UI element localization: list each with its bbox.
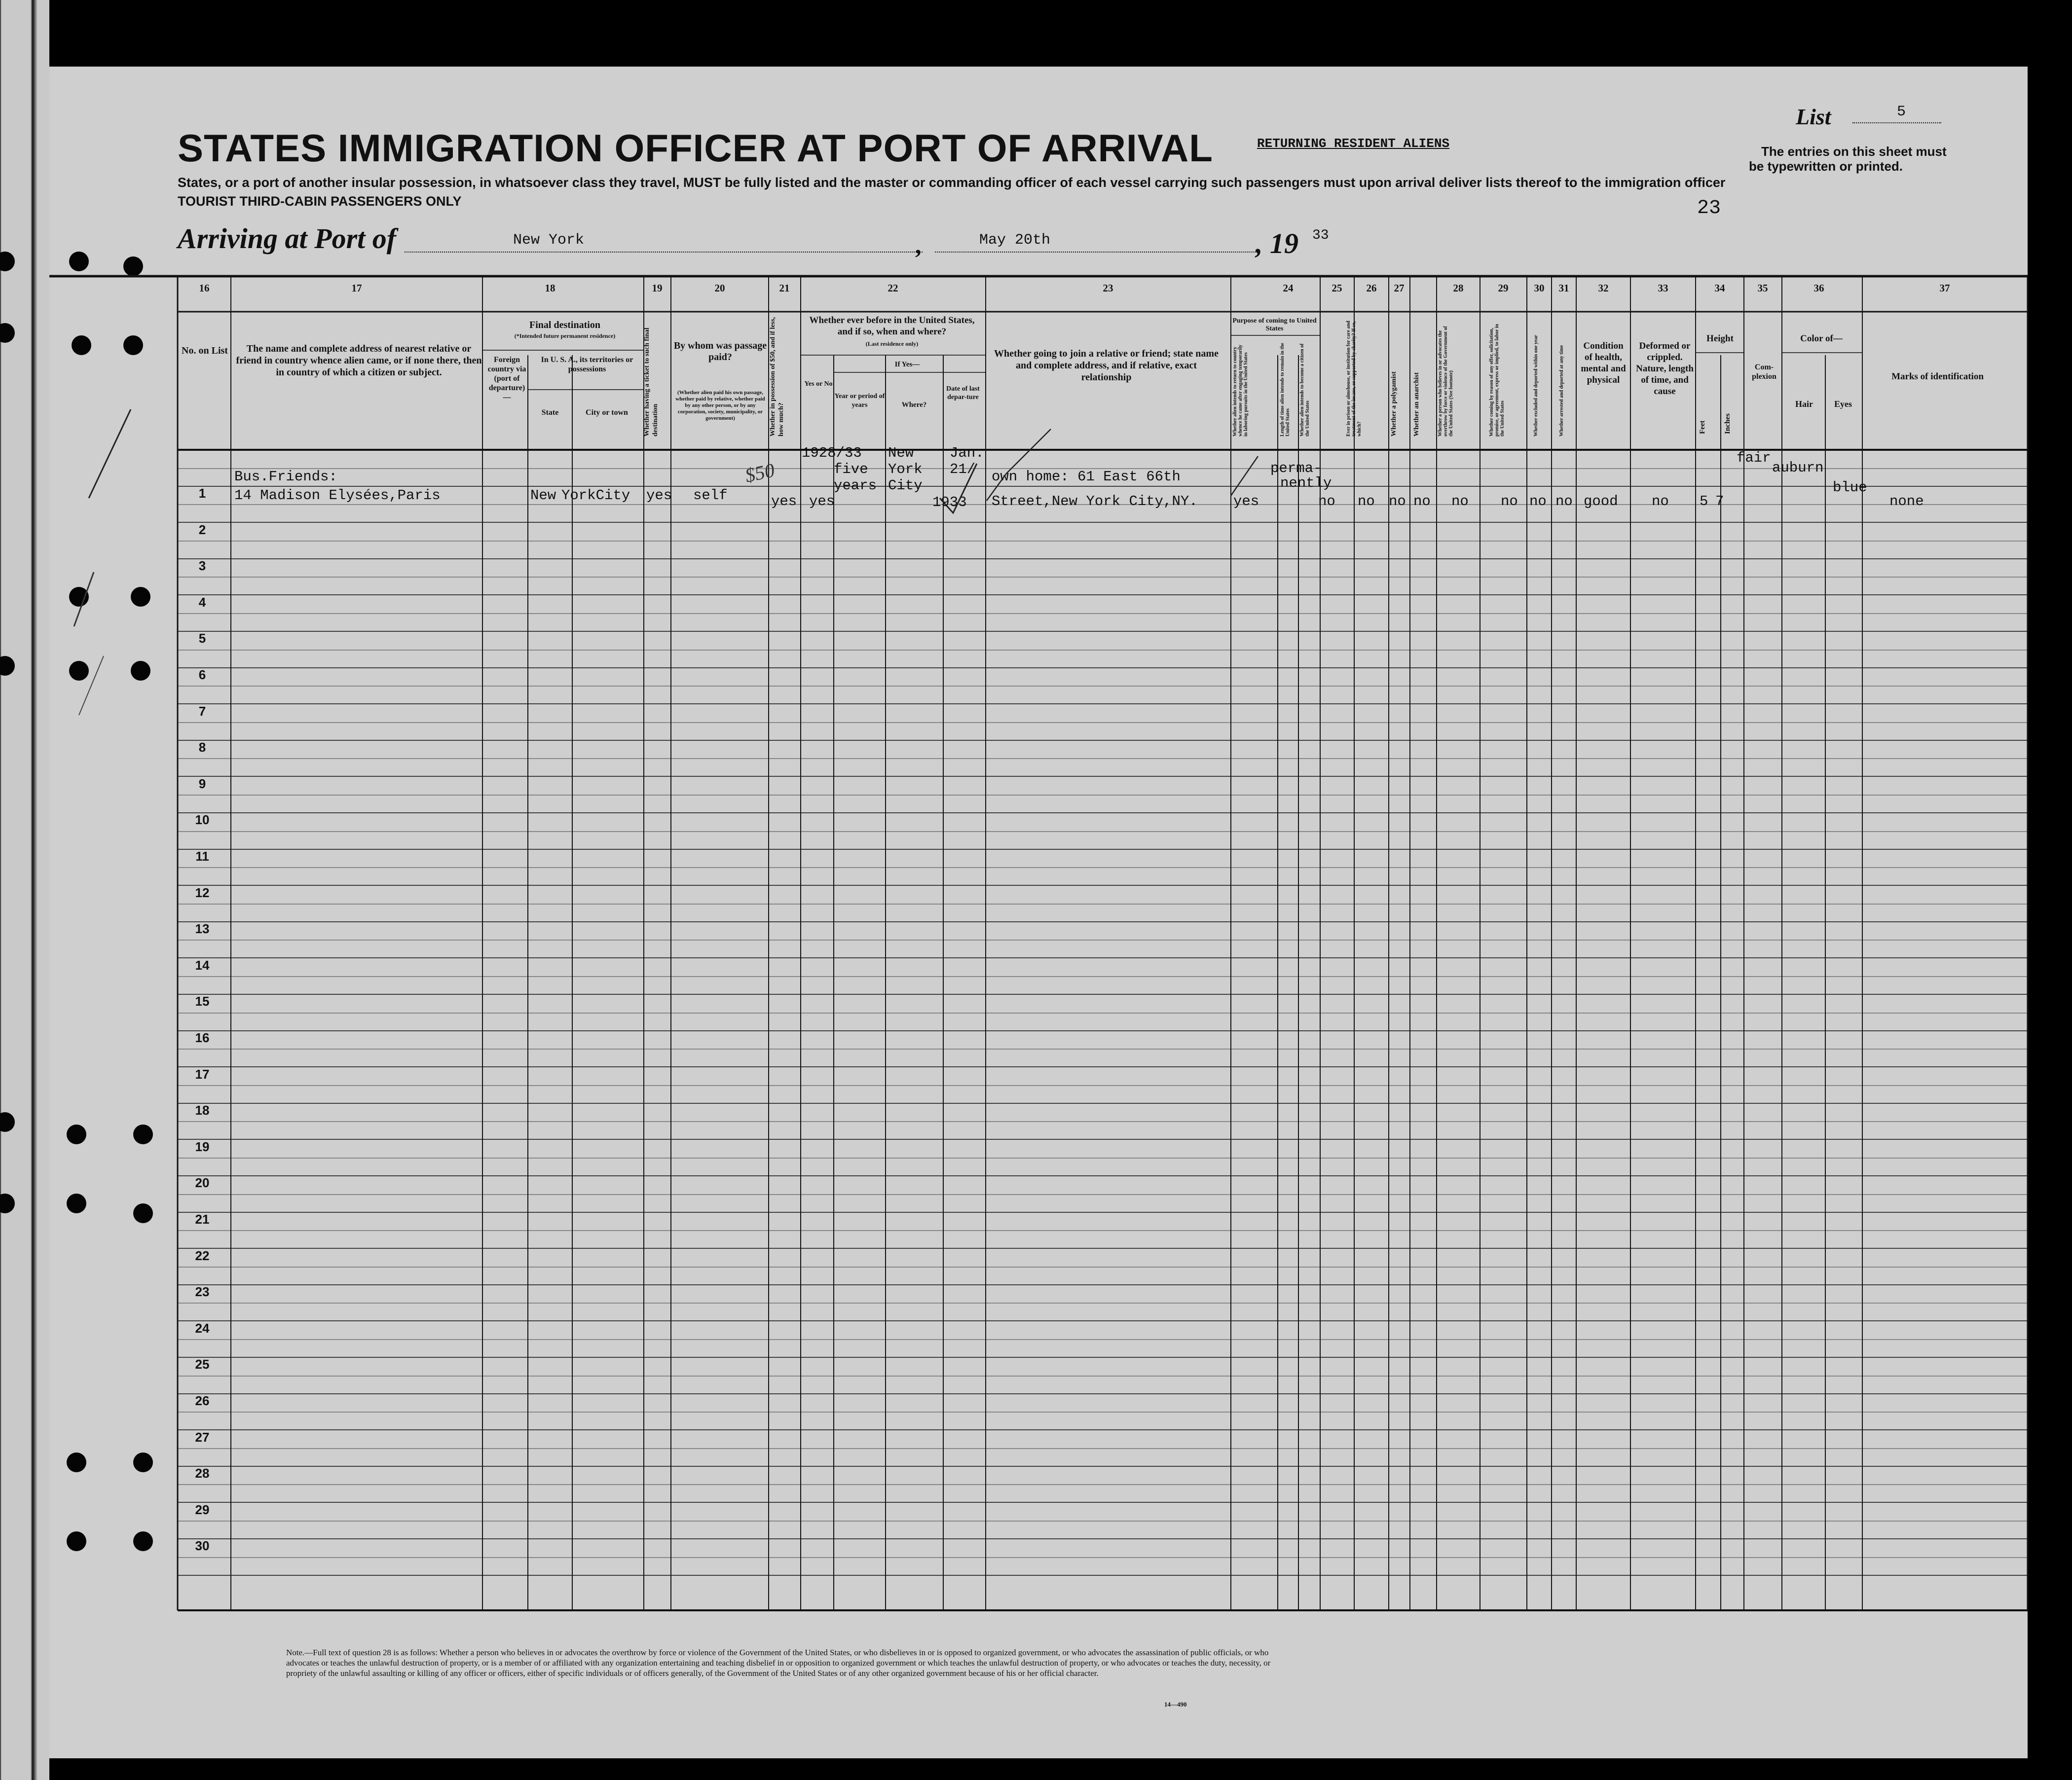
row-number-4: 4 <box>198 595 206 610</box>
entry-relative-line2: 14 Madison Elysées,Paris <box>234 487 441 504</box>
row-number-19: 19 <box>195 1139 210 1154</box>
subclass-text: TOURIST THIRD-CABIN PASSENGERS ONLY <box>178 194 462 209</box>
row-number-13: 13 <box>195 921 210 936</box>
entry-marks: none <box>1889 493 1924 509</box>
entry-period-line2: five <box>834 461 868 477</box>
header-overthrow: Whether a person who believes in or advocates the overthrow by force or violence of the Government of the United States (See footnote) <box>1438 326 1454 436</box>
row-number-2: 2 <box>198 522 206 537</box>
header-prison: Ever in prison or almshouse, or institution for care and treatment of the insane, or supported by charity? If so, which? <box>1346 321 1362 436</box>
row-number-15: 15 <box>195 994 210 1009</box>
row-number-24: 24 <box>195 1321 210 1336</box>
entry-where-line2: York <box>888 461 923 477</box>
pencil-stroke <box>89 409 131 498</box>
check-mark <box>940 464 977 513</box>
column-number-23: 23 <box>1103 282 1113 294</box>
entry-complexion: fair <box>1737 450 1771 466</box>
header-relative: The name and complete address of nearest relative or friend in country whence alien came, or if none there, then in country of which a citizen or subject. <box>236 343 482 378</box>
check-mark <box>1231 456 1258 496</box>
header-anarchist: Whether an anarchist <box>1413 372 1420 436</box>
header-passage-sub: (Whether alien paid his own passage, whether paid by relative, whether paid by any other person, or by any corporation, society, municipality, or government) <box>675 390 765 421</box>
entry-anarchist: no <box>1413 493 1431 509</box>
entry-before-in-us: yes <box>809 493 835 509</box>
row-number-7: 7 <box>198 704 206 719</box>
entry-arrested: no <box>1555 493 1573 509</box>
entry-where-line1: New <box>888 445 914 461</box>
entry-join-line1: own home: 61 East 66th <box>992 469 1181 485</box>
header-before-sub: (Last residence only) <box>865 340 919 347</box>
column-number-27: 27 <box>1394 282 1405 294</box>
header-no-on-list: No. on List <box>182 345 228 356</box>
column-number-22: 22 <box>888 282 898 294</box>
entry-return-country: yes <box>1233 493 1259 509</box>
entry-join-line2: Street,New York City,NY. <box>992 493 1198 509</box>
row-number-20: 20 <box>195 1175 210 1190</box>
header-excluded: Whether excluded and deported within one year <box>1533 335 1539 436</box>
instruction-text: States, or a port of another insular possession, in whatsoever class they travel, MUST be fully listed and the master or commanding officer of each vessel carrying such passengers must upon arrival deliver lists thereof to the immigration officer <box>178 175 1726 190</box>
column-number-20: 20 <box>714 282 725 294</box>
header-join-relative: Whether going to join a relative or friend; state name and complete address, and if relative, exact relationship <box>994 348 1219 383</box>
entry-relative-line1: Bus.Friends: <box>234 469 337 485</box>
column-number-16: 16 <box>199 282 210 294</box>
header-purpose-length: Length of time alien intends to remain in the United States <box>1280 343 1291 436</box>
entry-eyes: blue <box>1833 479 1867 496</box>
entry-prison: no <box>1358 493 1375 509</box>
form-title: STATES IMMIGRATION OFFICER AT PORT OF ARRIVAL <box>178 126 1213 170</box>
entry-ticket: yes <box>646 487 672 504</box>
row-number-30: 30 <box>195 1538 210 1553</box>
header-deformed: Deformed or crippled. Nature, length of time, and cause <box>1636 341 1694 397</box>
column-number-26: 26 <box>1366 282 1377 294</box>
column-number-17: 17 <box>351 282 362 294</box>
header-polygamist: Whether a polygamist <box>1390 371 1398 436</box>
header-year-period: Year or period of years <box>834 393 885 409</box>
entry-money: yes <box>771 493 797 509</box>
check-mark <box>987 429 1051 501</box>
header-labor-offer: Whether coming by reason of any offer, solicitation, promise, or agreement, express or implied, to labor in the United States <box>1489 324 1505 436</box>
header-feet: Feet <box>1699 420 1706 434</box>
column-number-29: 29 <box>1498 282 1509 294</box>
header-ticket: Whether having a ticket to such final destination <box>643 327 659 436</box>
row-number-10: 10 <box>195 812 210 827</box>
pencil-stroke <box>74 572 94 626</box>
column-number-19: 19 <box>652 282 663 294</box>
entry-excluded: no <box>1529 493 1547 509</box>
column-number-34: 34 <box>1714 282 1725 294</box>
entry-where-line3: City <box>888 477 923 494</box>
header-foreign-country: Foreign country via (port of departure)— <box>487 356 526 401</box>
row-number-11: 11 <box>195 849 209 864</box>
row-number-8: 8 <box>198 740 206 755</box>
entry-inches: 7 <box>1715 493 1724 509</box>
column-number-21: 21 <box>779 282 790 294</box>
column-number-37: 37 <box>1939 282 1950 294</box>
header-if-yes: If Yes— <box>894 361 920 368</box>
header-color-of: Color of— <box>1800 333 1843 344</box>
entry-deformed: no <box>1652 493 1669 509</box>
header-purpose: Purpose of coming to United States <box>1232 317 1317 332</box>
row-number-25: 25 <box>195 1357 210 1372</box>
header-inches: Inches <box>1724 413 1732 434</box>
column-number-25: 25 <box>1332 282 1342 294</box>
header-city: City or town <box>586 408 628 417</box>
row-number-12: 12 <box>195 885 210 900</box>
header-final-destination-sub: (*Intended future permanent residence) <box>514 332 616 339</box>
row-number-16: 16 <box>195 1030 210 1045</box>
list-label: List <box>1796 104 1831 129</box>
header-money: Whether in possession of $50, and if less, how much? <box>769 317 785 436</box>
entry-feet: 5 <box>1700 493 1708 509</box>
entry-overthrow: no <box>1451 493 1469 509</box>
row-number-6: 6 <box>198 667 206 682</box>
entry-paid-by: self <box>693 487 728 504</box>
year-prefix: , 19 <box>1256 227 1298 259</box>
header-in-usa: In U. S. A., its territories or possessions <box>541 356 633 373</box>
row-number-26: 26 <box>195 1393 210 1408</box>
header-purpose-return: Whether alien intends to return to country whence he came after engaging temporarily in laboring pursuits in the United States <box>1232 344 1249 436</box>
entry-dest-city: YorkCity <box>561 487 630 504</box>
pencil-stroke <box>79 656 104 715</box>
footnote <box>286 1647 1273 1678</box>
row-number-27: 27 <box>195 1430 210 1445</box>
header-before-in-us: Whether ever before in the United States, and if so, when and where? <box>809 315 975 337</box>
row-number-9: 9 <box>198 776 206 791</box>
entry-date-line3: 1933 <box>932 494 967 510</box>
entry-labor: no <box>1501 493 1518 509</box>
header-yes-no: Yes or No <box>804 380 833 388</box>
header-passage: By whom was passage paid? <box>673 340 767 363</box>
entry-length-line2: nently <box>1280 475 1332 491</box>
row-number-18: 18 <box>195 1103 210 1118</box>
header-hair: Hair <box>1795 399 1813 409</box>
header-marks: Marks of identification <box>1891 371 1984 382</box>
entry-date-line1: Jan. <box>950 445 984 461</box>
typewritten-note-2: be typewritten or printed. <box>1749 159 1903 174</box>
column-number-36: 36 <box>1813 282 1824 294</box>
entry-date-line2: 21/ <box>950 461 976 477</box>
column-number-31: 31 <box>1558 282 1569 294</box>
entry-money-note: $50 <box>742 459 777 487</box>
column-number-18: 18 <box>545 282 555 294</box>
entry-polygamist: no <box>1389 493 1406 509</box>
column-number-28: 28 <box>1453 282 1464 294</box>
header-date-departure: Date of last depar-ture <box>946 385 980 401</box>
year-suffix: 33 <box>1312 228 1329 243</box>
entry-citizen: no <box>1318 493 1335 509</box>
entry-dest-state: New <box>530 487 556 504</box>
column-number-30: 30 <box>1534 282 1545 294</box>
sheet-number: 23 <box>1697 197 1721 219</box>
header-state: State <box>541 408 559 417</box>
list-number: 5 <box>1897 104 1906 120</box>
port-value: New York <box>513 232 585 249</box>
entry-health: good <box>1584 493 1618 509</box>
column-number-35: 35 <box>1757 282 1768 294</box>
row-number-17: 17 <box>195 1067 210 1082</box>
column-number-33: 33 <box>1658 282 1668 294</box>
column-number-32: 32 <box>1598 282 1609 294</box>
row-number-23: 23 <box>195 1284 210 1299</box>
header-final-destination: Final destination <box>529 320 600 330</box>
port-label: Arriving at Port of <box>178 222 397 254</box>
date-value: May 20th <box>979 232 1051 249</box>
header-eyes: Eyes <box>1834 399 1852 409</box>
row-number-14: 14 <box>195 958 210 973</box>
header-arrested: Whether arrested and deported at any time <box>1559 345 1564 436</box>
row-number-29: 29 <box>195 1502 210 1517</box>
class-stamp: RETURNING RESIDENT ALIENS <box>1257 136 1450 151</box>
row-number-1: 1 <box>198 486 206 501</box>
header-where: Where? <box>901 401 927 409</box>
header-purpose-citizen: Whether alien intends to become a citizen of the United States <box>1299 343 1310 436</box>
entry-period-line3: years <box>834 477 877 494</box>
typewritten-note: The entries on this sheet must <box>1761 144 1947 159</box>
footnote-text: Note.—Full text of question 28 is as follows: Whether a person who believes in or advocates the overthrow by force or violence of the Government of the United States, or who disbelieves in or is opposed to organized government, or who advocates the assassination of public officials, or who advocates or teaches the unlawful destruction of property, or is a member of or affiliated with any organization entertaining and teaching disbelief in or opposition to organized government or which teaches the unlawful destruction of property, or who advocates or teaches the duty, necessity, or propriety of the unlawful assaulting or killing of any officer or officers, either of specific individuals or of officers generally, of the Government of the United States or of any other organized government because of his or her official character. <box>286 1648 1271 1678</box>
entry-hair: auburn <box>1772 460 1824 476</box>
row-number-28: 28 <box>195 1466 210 1481</box>
row-number-21: 21 <box>195 1212 210 1227</box>
header-health: Condition of health, mental and physical <box>1581 341 1626 385</box>
row-number-3: 3 <box>198 558 206 573</box>
row-number-22: 22 <box>195 1248 210 1263</box>
row-number-5: 5 <box>198 631 206 646</box>
comma-1: , <box>915 231 922 259</box>
header-height: Height <box>1706 333 1734 344</box>
column-number-24: 24 <box>1283 282 1294 294</box>
entry-period-line1: 1928/33 <box>802 445 862 461</box>
header-complexion: Com-plexion <box>1752 363 1776 381</box>
entry-length-line1: perma- <box>1270 460 1322 476</box>
form-number: 14—490 <box>1164 1701 1187 1708</box>
